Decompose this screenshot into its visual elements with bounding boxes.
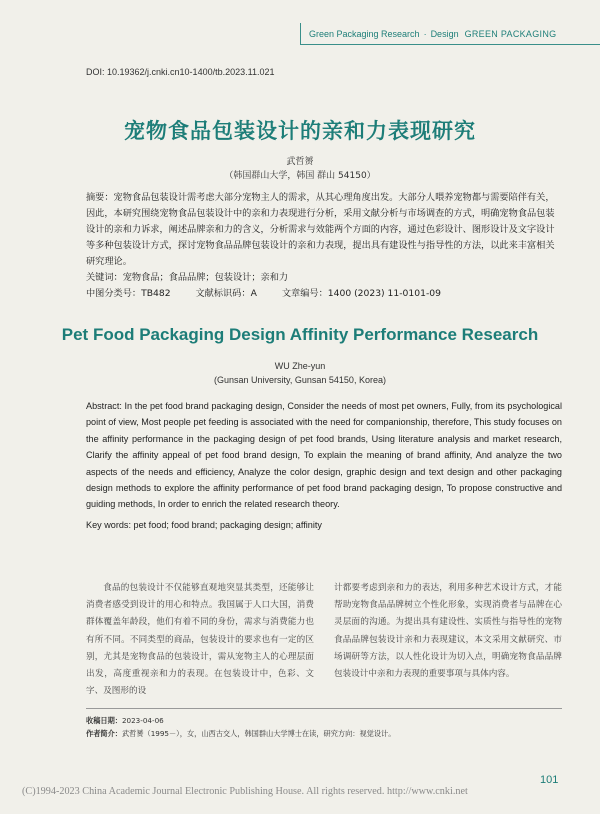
- body-column-right: [334, 580, 562, 700]
- author-bio-line: [86, 727, 562, 740]
- body-text: [86, 580, 562, 700]
- author-bio: 武哲赟（1995－），女，山西古交人，韩国群山大学博士在读，研究方向：视觉设计。: [121, 729, 396, 738]
- copyright-watermark: (C)1994-2023 China Academic Journal Electronic Publishing House. All rights reserved. http://www.cnki.net: [22, 786, 468, 797]
- classification-line: [86, 286, 562, 302]
- header-separator: ·: [423, 28, 427, 39]
- document-code: 文献标识码：A: [195, 288, 257, 299]
- chinese-abstract: 摘要：宠物食品包装设计需考虑大部分宠物主人的需求，从其心理角度出发。大部分人喂养宠物都与需要陪伴有关，因此，本研究围绕宠物食品包装设计中的亲和力表现进行分析，采用文献分析与市场调查的方式，明确宠物食品包装设计的亲和力诉求，阐述品牌亲和力的含义，分析需求与效能两个方面的内容，通过色彩设计、图形设计及文字设计等多种包装设计方式，探讨宠物食品品牌包装设计的亲和力表现，提出具有建设性与指导性的方法，以此来丰富相关研究理论。: [86, 192, 555, 267]
- journal-caps: GREEN PACKAGING: [464, 28, 557, 39]
- chinese-affiliation: （韩国群山大学，韩国 群山 54150）: [224, 171, 376, 181]
- received-label: 收稿日期：: [86, 716, 122, 725]
- english-affiliation: (Gunsan University, Gunsan 54150, Korea): [214, 375, 386, 385]
- footnote-divider: [86, 708, 562, 709]
- section-name: Design: [430, 28, 459, 39]
- chinese-author: 武哲赟: [286, 157, 314, 167]
- running-head: [300, 23, 600, 45]
- page-number: 101: [540, 774, 559, 786]
- doi: DOI: 10.19362/j.cnki.cn10-1400/tb.2023.11.021: [86, 67, 275, 77]
- footnotes: [86, 714, 562, 740]
- journal-name: Green Packaging Research: [309, 28, 420, 39]
- english-keywords: Key words: pet food; food brand; packaging design; affinity: [86, 520, 322, 530]
- article-number: 文章编号：1400 (2023) 11-0101-09: [281, 288, 441, 299]
- chinese-keywords: 关键词：宠物食品；食品品牌；包装设计；亲和力: [86, 272, 289, 283]
- chinese-title: 宠物食品包装设计的亲和力表现研究: [124, 118, 476, 143]
- clc-number: 中图分类号：TB482: [86, 288, 171, 299]
- received-date: 2023-04-06: [121, 716, 164, 725]
- english-author: WU Zhe-yun: [274, 361, 326, 371]
- author-bio-label: 作者简介：: [86, 729, 122, 738]
- english-abstract: Abstract: In the pet food brand packaging design, Consider the needs of most pet owners, Fully, from its psychological point of view, Most people pet feeding is associated with the need for companionship, therefore, This study focuses on the affinity performance in the packaging design of pet food brands, Using literature analysis and market research, Clarify the affinity appeal of pet food brand design, To explain the meaning of brand affinity, And analyze the two aspects of the needs and efficiency, Analyze the color design, graphic design and text design and other packaging design methods to explore the affinity performance of pet food brand packaging design, To propose constructive and guiding methods, In order to enrich the related research theory.: [86, 401, 562, 510]
- english-title: Pet Food Packaging Design Affinity Performance Research: [61, 325, 539, 344]
- body-paragraph: 食品的包装设计不仅能够直观地突显其类型，还能够让消费者感受到设计的用心和特点。我国属于人口大国，消费群体覆盖年龄段，他们有着不同的身份，需求与消费能力也有所不同。不同类型的商品，包装设计的要求也有一定的区别，尤其是宠物食品的包装设计，需从宠物主人的心理层面出发，高度重视亲和力的表现。在包装设计中，色彩、文字、及图形的设: [86, 583, 314, 697]
- received-date-line: [86, 714, 562, 727]
- body-column-left: [86, 580, 314, 700]
- body-paragraph: 计都要考虑到亲和力的表达，利用多种艺术设计方式，才能帮助宠物食品品牌树立个性化形象，实现消费者与品牌在心灵层面的沟通。为提出具有建设性、实质性与指导性的宠物食品品牌包装设计亲和力表现建议，本文采用文献研究、市场调研等方法，以人性化设计为切入点，明确宠物食品品牌包装设计中亲和力表现的重要事项与具体内容。: [334, 583, 562, 680]
